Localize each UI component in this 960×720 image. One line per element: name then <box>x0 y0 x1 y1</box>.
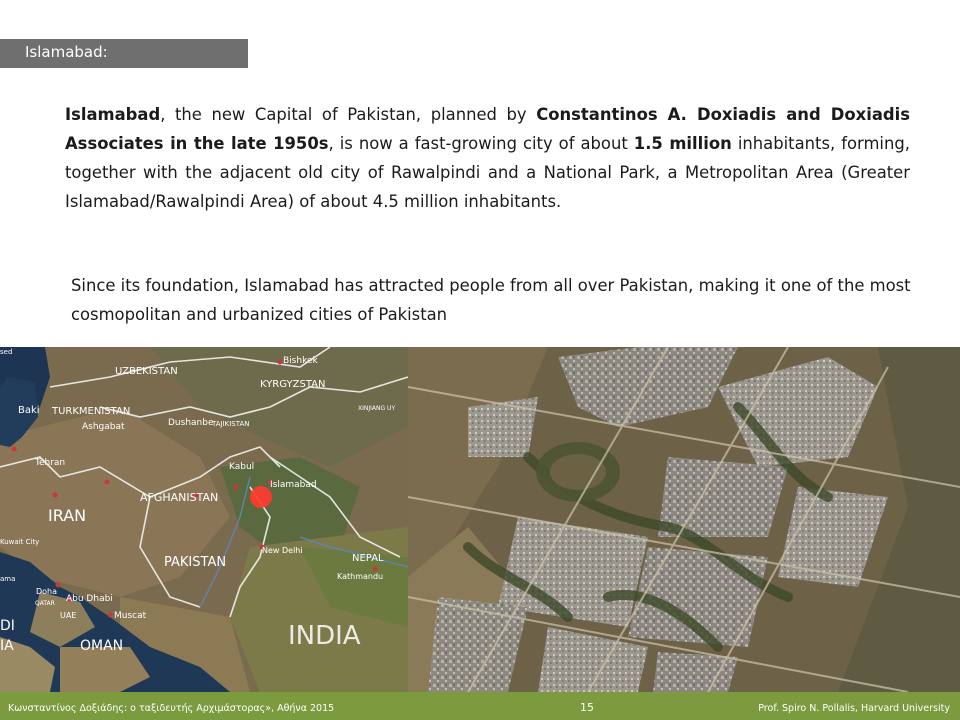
satellite-graphic <box>408 347 960 692</box>
label-uzbekistan: UZBEKISTAN <box>115 366 178 377</box>
second-paragraph: Since its foundation, Islamabad has attracted people from all over Pakistan, making it one of the most cosmopolitan and urbanized cities of Pakistan <box>71 276 911 324</box>
label-pakistan: PAKISTAN <box>164 555 227 570</box>
label-doha: Doha <box>36 587 58 596</box>
label-di: DI <box>0 618 15 634</box>
label-baki: Baki <box>18 405 40 416</box>
label-oman: OMAN <box>80 638 124 654</box>
label-sed: sed <box>0 348 13 356</box>
label-kathmandu: Kathmandu <box>337 572 384 581</box>
footer-citation: Κωνσταντίνος Δοξιάδης: ο ταξιδευτής Αρχιμάστορας», Αθήνα 2015 <box>8 703 335 714</box>
label-xinjiang: XINJIANG UY <box>358 405 396 412</box>
label-iran: IRAN <box>48 506 87 525</box>
footer-author: Prof. Spiro N. Pollalis, Harvard University <box>758 703 950 714</box>
label-kyrgyzstan: KYRGYZSTAN <box>260 379 326 390</box>
region-map-graphic <box>0 347 408 692</box>
label-bishkek: Bishkek <box>283 356 318 366</box>
label-afghanistan: AFGHANISTAN <box>140 491 219 504</box>
label-uae: UAE <box>60 611 77 620</box>
intro-text-1: , the new Capital of Pakistan, planned by <box>160 105 537 124</box>
slide-footer <box>0 692 960 720</box>
label-nepal: NEPAL <box>352 553 384 564</box>
label-tajikistan: TAJIKISTAN <box>212 420 250 428</box>
label-ia: IA <box>0 638 14 654</box>
intro-bold-city: Islamabad <box>65 105 161 124</box>
satellite-image <box>408 347 960 692</box>
label-qatar: QATAR <box>35 600 55 607</box>
slide-title: Islamabad: <box>25 43 108 61</box>
intro-text-3: inhabitants, forming, together with the adjacent old city of Rawalpindi and a National Park, a Metropolitan Area (Greater Islamabad/Rawalpindi Area) of about 4.5 million inhabitants. <box>65 134 910 211</box>
label-ama: ama <box>0 575 16 583</box>
islamabad-marker <box>250 486 272 508</box>
label-india: INDIA <box>288 621 361 651</box>
intro-paragraph <box>65 100 910 216</box>
page-number: 15 <box>580 701 594 714</box>
image-row <box>0 347 960 692</box>
intro-bold-population: 1.5 million <box>633 134 732 153</box>
label-kabul: Kabul <box>229 462 255 472</box>
intro-bold-planner: Constantinos A. Doxiadis and Doxiadis Associates in the late 1950s <box>65 105 910 153</box>
label-new-delhi: New Delhi <box>262 546 303 555</box>
label-ashgabat: Ashgabat <box>82 422 125 432</box>
label-islamabad: Islamabad <box>270 480 317 490</box>
label-abu-dhabi: Abu Dhabi <box>66 594 113 604</box>
region-map <box>0 347 408 692</box>
intro-text-2: , is now a fast-growing city of about <box>328 134 634 153</box>
label-turkmenistan: TURKMENISTAN <box>52 406 131 417</box>
label-dushanbe: Dushanbe <box>168 418 214 428</box>
label-muscat: Muscat <box>114 611 147 621</box>
slide-title-bar <box>0 39 248 68</box>
label-kuwait: Kuwait City <box>0 538 40 546</box>
label-tehran: Tehran <box>35 458 66 468</box>
